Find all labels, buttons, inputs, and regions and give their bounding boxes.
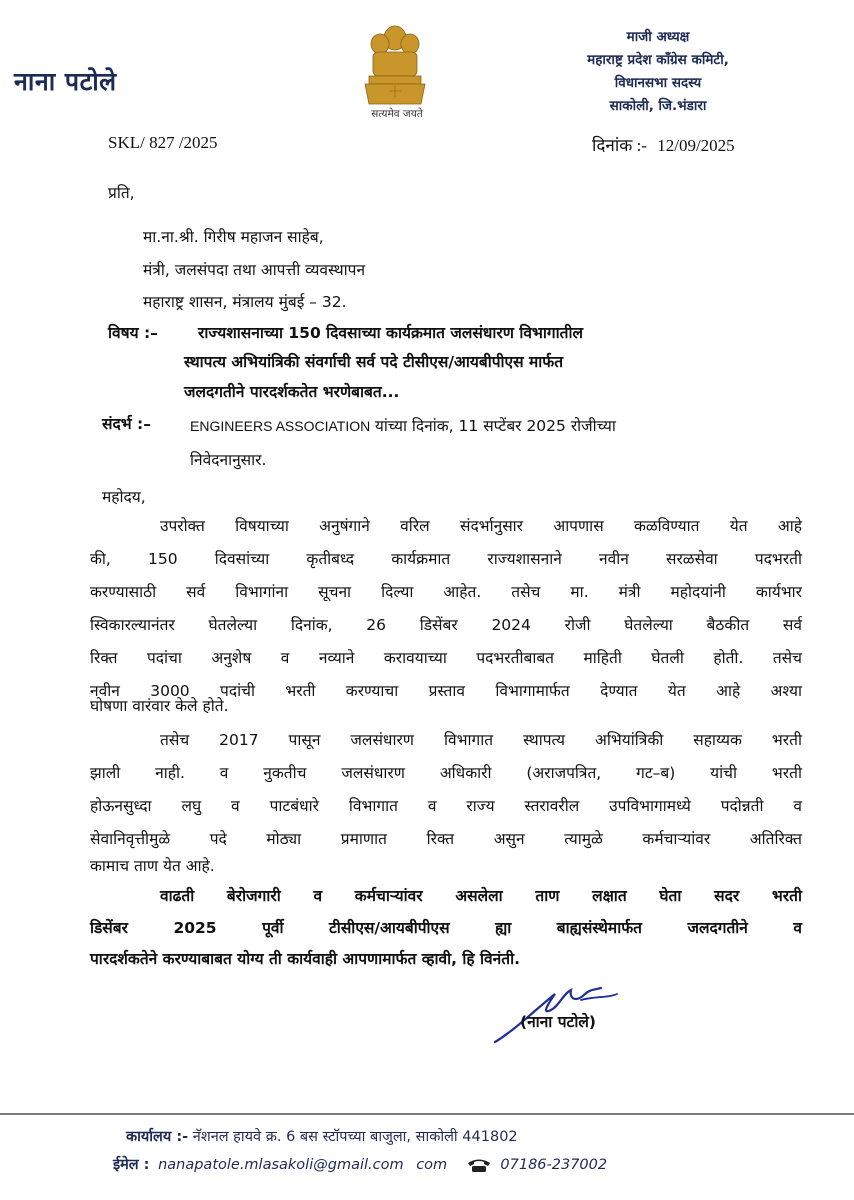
- title-line: महाराष्ट्र प्रदेश काँग्रेस कमिटी,: [587, 52, 729, 68]
- letter-date: [592, 133, 735, 156]
- recipient-line: मंत्री, जलसंपदा तथा आपत्ती व्यवस्थापन: [143, 261, 366, 279]
- paragraph-line: स्विकारल्यानंतर घेतलेल्या दिनांक, 26 डिसेंबर 2024 रोजी घेतलेल्या बैठकीत सर्व: [90, 616, 802, 634]
- signature-name: (नाना पटोले): [520, 1013, 596, 1031]
- title-line: साकोली, जि.भंडारा: [609, 98, 707, 114]
- sender-name: नाना पटोले: [14, 67, 117, 96]
- paragraph-line: उपरोक्त विषयाच्या अनुषंगाने वरिल संदर्भानुसार आपणास कळविण्यात येत आहे: [160, 517, 802, 535]
- recipient-line: मा.ना.श्री. गिरीष महाजन साहेब,: [143, 228, 324, 246]
- paragraph-line: रिक्त पदांचा अनुशेष व नव्याने करावयाच्या पदभरतीबाबत माहिती घेतली होती. तसेच: [90, 649, 802, 667]
- subject-line: जलदगतीने पारदर्शकतेत भरणेबाबत...: [184, 383, 400, 401]
- email-address: nanapatole.mlasakoli@gmail.com: [158, 1157, 404, 1173]
- title-line: विधानसभा सदस्य: [614, 75, 702, 91]
- salutation: महोदय,: [102, 488, 146, 506]
- reference-org: ENGINEERS ASSOCIATION: [190, 418, 371, 434]
- reference-line-2: निवेदनानुसार.: [190, 451, 267, 469]
- subject-line: स्थापत्य अभियांत्रिकी संवर्गाची सर्व पदे टीसीएस/आयबीपीएस मार्फत: [184, 353, 564, 371]
- footer-contact: [113, 1154, 607, 1174]
- date-label: दिनांक :-: [592, 136, 647, 155]
- reference-detail: यांच्या दिनांक, 11 सप्टेंबर 2025 रोजीच्या: [374, 417, 616, 435]
- emblem-motto: सत्यमेव जयते: [371, 108, 423, 120]
- paragraph-line: डिसेंबर 2025 पूर्वी टीसीएस/आयबीपीएस ह्या बाह्यसंस्थेमार्फत जलदगतीने व: [90, 919, 802, 937]
- paragraph-line: झाली नाही. व नुकतीच जलसंधारण अधिकारी (अराजपत्रित, गट–ब) यांची भरती: [90, 764, 802, 782]
- paragraph-line: घोषणा वारंवार केले होते.: [90, 697, 229, 715]
- email-label: ईमेल :: [113, 1157, 150, 1173]
- subject-label: विषय :–: [108, 324, 158, 342]
- paragraph-line: होऊनसुध्दा लघु व पाटबंधारे विभागात व राज्य स्तरावरील उपविभागामध्ये पदोन्नती व: [90, 797, 802, 815]
- date-value: 12/09/2025: [657, 136, 735, 155]
- paragraph-line: नवीन 3000 पदांची भरती करण्याचा प्रस्ताव विभागामार्फत देण्यात येत आहे अश्या: [90, 682, 802, 700]
- title-line: माजी अध्यक्ष: [626, 29, 690, 45]
- subject-line: राज्यशासनाच्या 150 दिवसाच्या कार्यक्रमात जलसंधारण विभागातील: [198, 324, 583, 342]
- footer-office: [126, 1126, 518, 1146]
- paragraph-line: पारदर्शकतेने करण्याबाबत योग्य ती कार्यवाही आपणामार्फत व्हावी, हि विनंती.: [90, 950, 520, 968]
- reference-line: [190, 414, 616, 436]
- office-address: नॅशनल हायवे क्र. 6 बस स्टॉपच्या बाजुला, साकोली 441802: [192, 1129, 518, 1145]
- recipient-line: महाराष्ट्र शासन, मंत्रालय मुंबई – 32.: [143, 293, 347, 311]
- reference-label: संदर्भ :–: [102, 415, 151, 433]
- office-label: कार्यालय :-: [126, 1129, 189, 1145]
- paragraph-line: सेवानिवृत्तीमुळे पदे मोठ्या प्रमाणात रिक्त असुन त्यामुळे कर्मचाऱ्यांवर अतिरिक्त: [90, 830, 802, 848]
- paragraph-line: तसेच 2017 पासून जलसंधारण विभागात स्थापत्य अभियांत्रिकी सहाय्यक भरती: [160, 731, 802, 749]
- paragraph-line: वाढती बेरोजगारी व कर्मचाऱ्यांवर असलेला ताण लक्षात घेता सदर भरती: [160, 887, 802, 905]
- footer-divider: [0, 1113, 854, 1115]
- paragraph-line: की, 150 दिवसांच्या कृतीबध्द कार्यक्रमात राज्यशासनाने नवीन सरळसेवा पदभरती: [90, 550, 802, 568]
- telephone-icon: [466, 1157, 492, 1173]
- reference-number: SKL/ 827 /2025: [108, 133, 218, 152]
- sender-titles: [528, 26, 788, 118]
- phone-number: 07186-237002: [500, 1157, 608, 1173]
- email-suffix: com: [416, 1157, 448, 1173]
- to-label: प्रति,: [108, 184, 135, 202]
- paragraph-line: करण्यासाठी सर्व विभागांना सूचना दिल्या आहेत. तसेच मा. मंत्री महोदयांनी कार्यभार: [90, 583, 802, 601]
- paragraph-line: कामाच ताण येत आहे.: [90, 857, 215, 875]
